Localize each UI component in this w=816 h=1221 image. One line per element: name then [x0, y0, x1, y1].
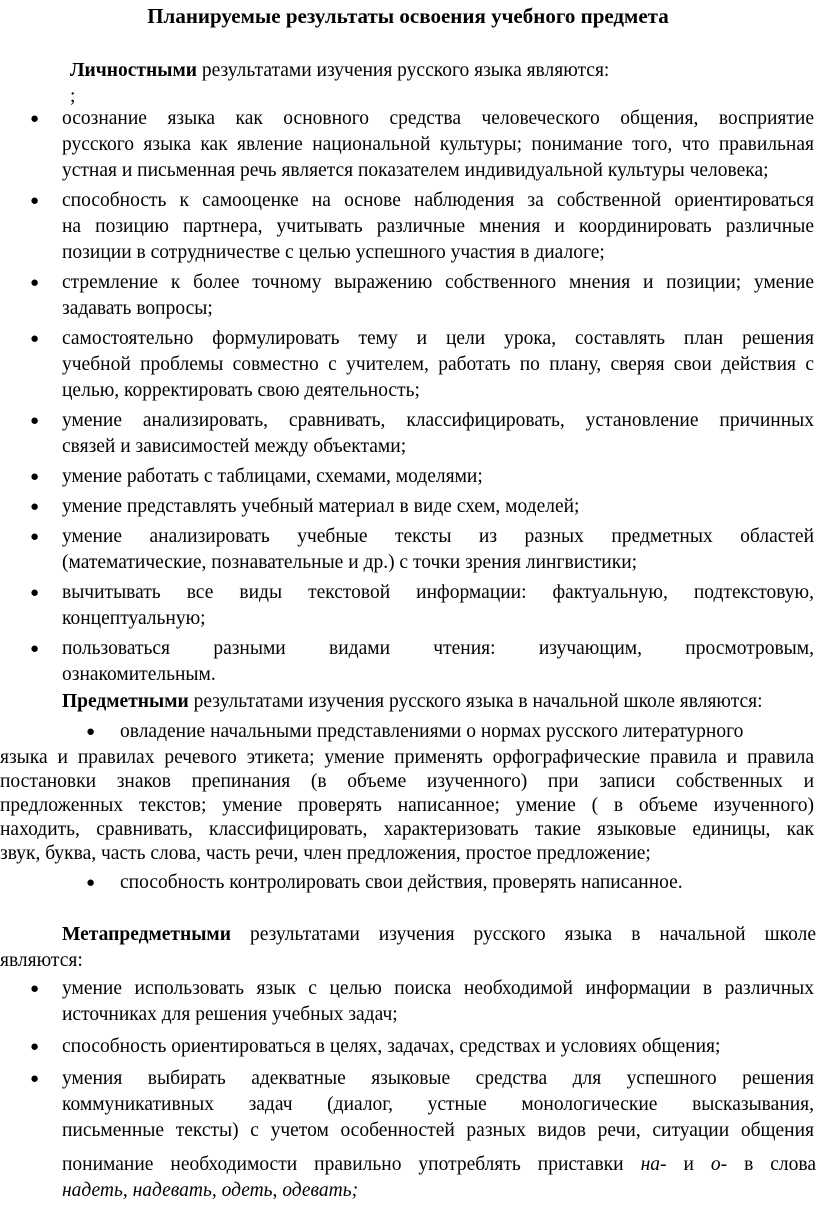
bullet-icon: ●	[30, 275, 40, 291]
list-item-line: устная и письменная речь является показателем индивидуальной культуры человека;	[62, 160, 769, 181]
bullet-icon: ●	[86, 724, 96, 740]
list-item-line: умение использовать язык с целью поиска необходимой информации в различных	[62, 978, 814, 999]
bullet-icon: ●	[30, 585, 40, 601]
subject-item-1-line: предложенных текстов; умение проверять написанное; умение ( в объеме изученного)	[0, 795, 814, 816]
list-item-line: задавать вопросы;	[62, 298, 213, 319]
list-item-line: умение работать с таблицами, схемами, моделями;	[62, 466, 483, 487]
subject-lead-rest: результатами изучения русского языка в начальной школе являются:	[188, 691, 763, 712]
list-item-line: стремление к более точному выражению собственного мнения и позиции; умение	[62, 272, 814, 293]
page-title: Планируемые результаты освоения учебного предмета	[147, 4, 669, 28]
list-item-line: русского языка как явление национальной культуры; понимание того, что правильная	[62, 134, 814, 155]
personal-semicolon: ;	[70, 86, 76, 107]
list-item-line: умения выбирать адекватные языковые средства для успешного решения	[62, 1068, 814, 1089]
subject-item-1-line: звук, буква, часть слова, часть речи, член предложения, простое предложение;	[0, 843, 651, 864]
subject-lead-bold: Предметными	[62, 691, 189, 712]
bullet-icon: ●	[30, 413, 40, 429]
meta-last-line-post: в слова	[727, 1154, 816, 1175]
meta-last-line-and: и	[666, 1154, 711, 1175]
subject-item-1-line: постановки знаков препинания (в объеме изученного) при записи собственных и	[0, 771, 814, 792]
list-item-line: концептуальную;	[62, 608, 206, 629]
meta-final-italic-text: надеть, надевать, одеть, одевать;	[62, 1180, 359, 1201]
subject-item-1: овладение начальными представлениями о нормах русского литературного	[120, 721, 744, 742]
bullet-icon: ●	[30, 641, 40, 657]
list-item-line: умение анализировать, сравнивать, классифицировать, установление причинных	[62, 410, 814, 431]
personal-lead-bold: Личностными	[70, 60, 197, 81]
subject-lead	[62, 689, 763, 715]
meta-last-line	[62, 1152, 816, 1178]
meta-last-line-text: понимание необходимости правильно употреблять приставки	[62, 1154, 641, 1175]
bullet-icon: ●	[30, 331, 40, 347]
meta-lead-rest: результатами изучения русского языка в начальной школе	[230, 924, 816, 945]
bullet-icon: ●	[30, 1071, 40, 1087]
meta-lead-bold: Метапредметными	[62, 924, 231, 945]
list-item-line: источниках для решения учебных задач;	[62, 1004, 398, 1025]
personal-lead-rest: результатами изучения русского языка являются:	[196, 60, 610, 81]
list-item-line: вычитывать все виды текстовой информации: фактуальную, подтекстовую,	[62, 582, 814, 603]
list-item-line: пользоваться разными видами чтения: изучающим, просмотровым,	[62, 638, 814, 659]
meta-lead-continuation: являются:	[0, 950, 83, 971]
list-item-line: коммуникативных задач (диалог, устные монологические высказывания,	[62, 1094, 814, 1115]
subject-item-2: способность контролировать свои действия, проверять написанное.	[120, 872, 683, 893]
bullet-icon: ●	[30, 981, 40, 997]
list-item-line: ознакомительным.	[62, 664, 216, 685]
list-item-line: письменные тексты) с учетом особенностей разных видов речи, ситуации общения	[62, 1120, 814, 1141]
list-item-line: связей и зависимостей между объектами;	[62, 436, 407, 457]
bullet-icon: ●	[30, 193, 40, 209]
personal-lead	[70, 58, 609, 84]
list-item-line: умение анализировать учебные тексты из разных предметных областей	[62, 526, 814, 547]
meta-final-italic	[62, 1178, 358, 1204]
list-item-line: самостоятельно формулировать тему и цели урока, составлять план решения	[62, 328, 814, 349]
list-item-line: (математические, познавательные и др.) с точки зрения лингвистики;	[62, 552, 638, 573]
list-item-line: умение представлять учебный материал в виде схем, моделей;	[62, 496, 580, 517]
list-item-line: учебной проблемы совместно с учителем, работать по плану, сверяя свои действия с	[62, 354, 814, 375]
bullet-icon: ●	[30, 111, 40, 127]
meta-lead	[62, 922, 816, 948]
list-item-line: осознание языка как основного средства человеческого общения, восприятие	[62, 108, 814, 129]
list-item-line: на позицию партнера, учитывать различные мнения и координировать различные	[62, 216, 814, 237]
prefix-na: на-	[640, 1154, 667, 1175]
subject-item-1-line: находить, сравнивать, классифицировать, характеризовать такие языковые единицы, как	[0, 819, 814, 840]
bullet-icon: ●	[30, 1039, 40, 1055]
list-item-line: целью, корректировать свою деятельность;	[62, 380, 420, 401]
list-item-line: способность ориентироваться в целях, задачах, средствах и условиях общения;	[62, 1036, 721, 1057]
bullet-icon: ●	[30, 529, 40, 545]
bullet-icon: ●	[30, 499, 40, 515]
bullet-icon: ●	[30, 469, 40, 485]
prefix-o: о-	[710, 1154, 728, 1175]
subject-item-1-line: языка и правилах речевого этикета; умение применять орфографические правила и правила	[0, 747, 814, 768]
list-item-line: позиции в сотрудничестве с целью успешного участия в диалоге;	[62, 242, 605, 263]
list-item-line: способность к самооценке на основе наблюдения за собственной ориентироваться	[62, 190, 814, 211]
bullet-icon: ●	[86, 875, 96, 891]
